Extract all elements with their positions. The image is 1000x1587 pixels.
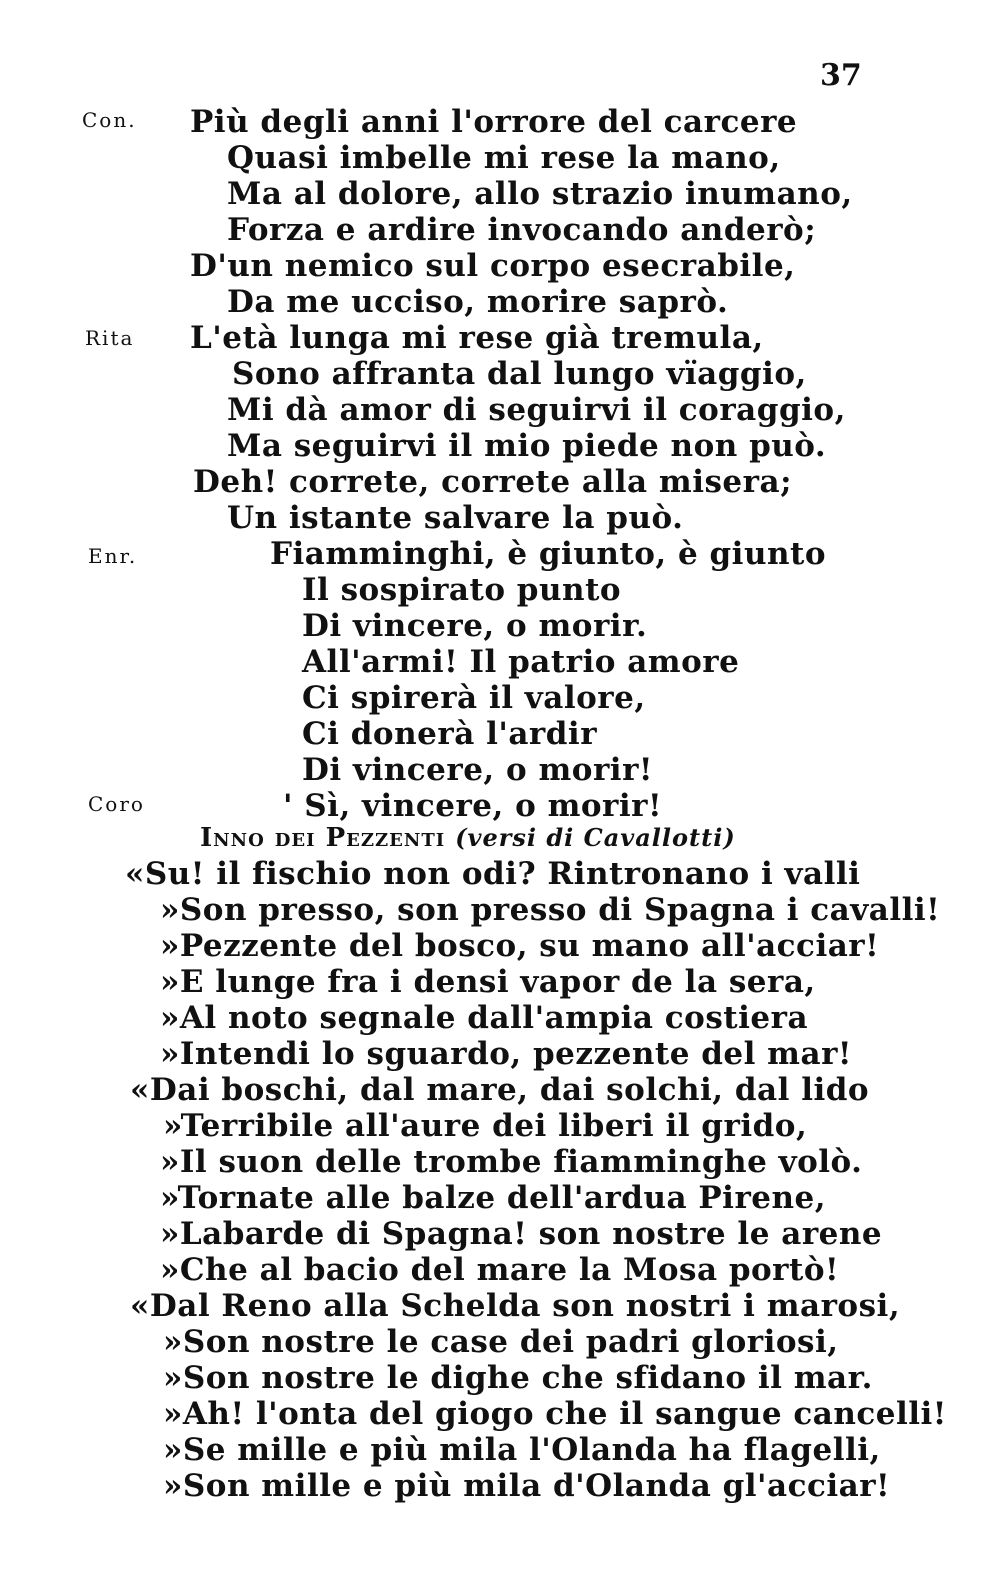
hymn-line: «Dal Reno alla Schelda son nostri i marosi, — [130, 1288, 901, 1324]
verse-line: Mi dà amor di seguirvi il coraggio, — [227, 392, 846, 428]
hymn-line: «Dai boschi, dal mare, dai solchi, dal lido — [130, 1072, 870, 1108]
verse-line: Sono affranta dal lungo vïaggio, — [232, 356, 807, 392]
hymn-line: »Ah! l'onta del giogo che il sangue cancelli! — [163, 1396, 947, 1432]
verse-line: Fiamminghi, è giunto, è giunto — [270, 536, 827, 572]
hymn-line: »Il suon delle trombe fiamminghe volò. — [160, 1144, 863, 1180]
speaker-coro: Coro — [88, 792, 145, 816]
verse-line: L'età lunga mi rese già tremula, — [190, 320, 764, 356]
speaker-enr: Enr. — [88, 544, 138, 568]
verse-line: Ma seguirvi il mio piede non può. — [227, 428, 827, 464]
verse-line: Ci spirerà il valore, — [302, 680, 646, 716]
hymn-line: »Terribile all'aure dei liberi il grido, — [163, 1108, 808, 1144]
hymn-line: »E lunge fra i densi vapor de la sera, — [160, 964, 816, 1000]
verse-line: Quasi imbelle mi rese la mano, — [227, 140, 781, 176]
hymn-line: «Su! il fischio non odi? Rintronano i valli — [125, 856, 861, 892]
hymn-line: »Intendi lo sguardo, pezzente del mar! — [160, 1036, 853, 1072]
speaker-rita: Rita — [85, 326, 135, 350]
verse-line: ' Sì, vincere, o morir! — [283, 788, 663, 824]
verse-line: Ma al dolore, allo strazio inumano, — [227, 176, 853, 212]
verse-line: Il sospirato punto — [302, 572, 622, 608]
hymn-line: »Son presso, son presso di Spagna i cavalli! — [160, 892, 941, 928]
hymn-line: »Son mille e più mila d'Olanda gl'acciar! — [163, 1468, 891, 1504]
verse-line: Più degli anni l'orrore del carcere — [190, 104, 798, 140]
verse-line: Un istante salvare la può. — [227, 500, 684, 536]
speaker-con: Con. — [82, 108, 137, 132]
verse-line: Di vincere, o morir. — [302, 608, 648, 644]
hymn-line: »Pezzente del bosco, su mano all'acciar! — [160, 928, 880, 964]
verse-line: Forza e ardire invocando anderò; — [227, 212, 817, 248]
hymn-heading — [200, 820, 736, 856]
verse-line: D'un nemico sul corpo esecrabile, — [190, 248, 796, 284]
hymn-title: Inno dei Pezzenti — [200, 823, 446, 853]
hymn-line: »Se mille e più mila l'Olanda ha flagelli, — [163, 1432, 881, 1468]
page-number: 37 — [820, 58, 862, 93]
hymn-line: »Che al bacio del mare la Mosa portò! — [160, 1252, 840, 1288]
hymn-line: »Son nostre le dighe che sfidano il mar. — [163, 1360, 873, 1396]
hymn-line: »Son nostre le case dei padri gloriosi, — [163, 1324, 839, 1360]
hymn-line: »Al noto segnale dall'ampia costiera — [160, 1000, 809, 1036]
verse-line: All'armi! Il patrio amore — [302, 644, 740, 680]
verse-line: Di vincere, o morir! — [302, 752, 654, 788]
hymn-subtitle: (versi di Cavallotti) — [455, 823, 736, 852]
verse-line: Ci donerà l'ardir — [302, 716, 598, 752]
verse-line: Deh! correte, correte alla misera; — [193, 464, 793, 500]
verse-line: Da me ucciso, morire saprò. — [227, 284, 729, 320]
hymn-line: »Labarde di Spagna! son nostre le arene — [160, 1216, 883, 1252]
hymn-line: »Tornate alle balze dell'ardua Pirene, — [160, 1180, 827, 1216]
